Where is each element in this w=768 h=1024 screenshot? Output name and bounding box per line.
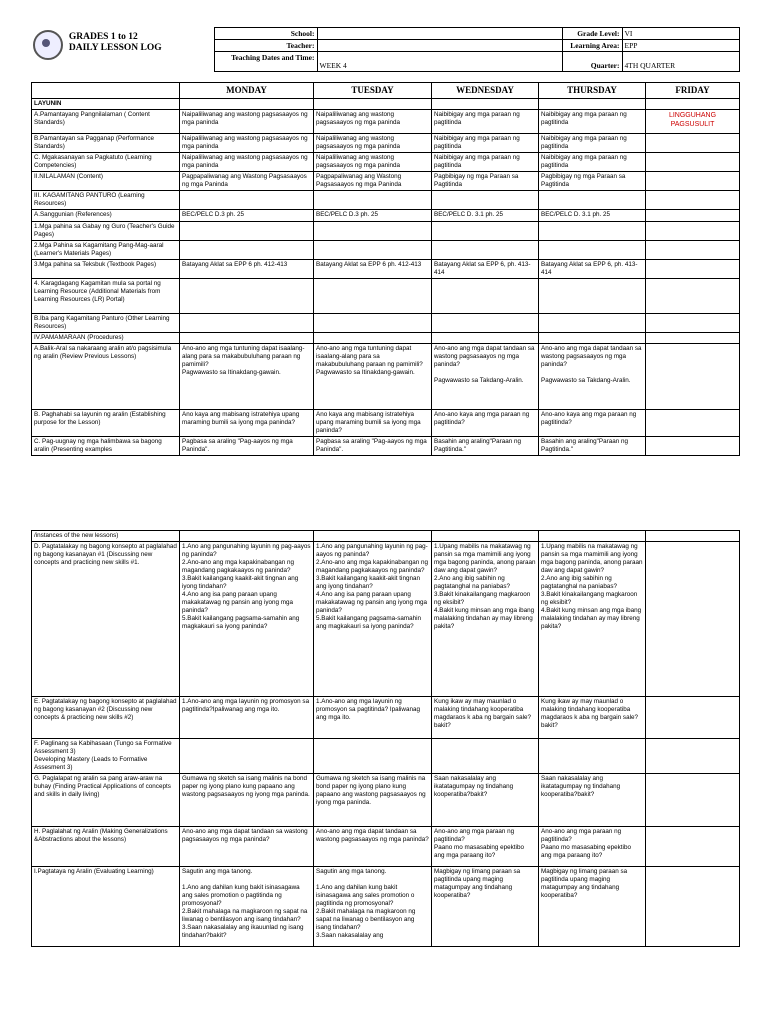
- lesson-row: [32, 774, 740, 827]
- cell-wednesday[interactable]: Kung ikaw ay may maunlad o malaking tindahang kooperatiba magdaraos k aba ng bargain sale?bakit?: [432, 697, 539, 739]
- cell-wednesday[interactable]: Ano-ano ang mga paraan ng pagtitinda? Paano mo masasabing epektibo ang mga paraang ito?: [432, 827, 539, 867]
- cell-friday[interactable]: [646, 531, 740, 542]
- row-label: B.Pamantayan sa Pagganap (Performance Standards): [32, 134, 180, 153]
- row-label: A.Sanggunian (References): [32, 210, 180, 222]
- cell-friday[interactable]: [646, 437, 740, 456]
- cell-thursday[interactable]: [539, 191, 646, 210]
- lesson-row: [32, 99, 740, 110]
- cell-friday[interactable]: [646, 241, 740, 260]
- cell-wednesday[interactable]: Saan nakasalalay ang ikatatagumpay ng tindahang kooperatiba?bakit?: [432, 774, 539, 827]
- row-label: III. KAGAMITANG PANTURO (Learning Resources): [32, 191, 180, 210]
- lesson-grid-1: [31, 82, 740, 456]
- cell-friday[interactable]: [646, 210, 740, 222]
- cell-tuesday[interactable]: Naipaliliwanag ang wastong pagsasaayos ng mga paninda: [314, 110, 432, 134]
- cell-tuesday[interactable]: Sagutin ang mga tanong. 1.Ano ang dahilan kung bakit isinasagawa ang sales promotion o pagtitinda ng promosyonal? 2.Bakit mahalaga na magkaroon ng sapat na liwanag o bentilasyon ang isang tindahan? 3.Saan nakasalalay ang: [314, 867, 432, 947]
- row-label: A.Balik-Aral sa nakaraang aralin at/o pagsisimula ng aralin (Review Previous Lessons): [32, 344, 180, 410]
- cell-tuesday[interactable]: [314, 739, 432, 774]
- lesson-row: [32, 697, 740, 739]
- cell-thursday[interactable]: [539, 222, 646, 241]
- cell-tuesday[interactable]: [314, 241, 432, 260]
- cell-thursday[interactable]: [539, 531, 646, 542]
- row-label: G. Paglalapat ng aralin sa pang araw-araw na buhay (Finding Practical Applications of concepts and skills in daily living): [32, 774, 180, 827]
- cell-thursday[interactable]: Kung ikaw ay may maunlad o malaking tindahang kooperatiba magdaraos k aba ng bargain sale?bakit?: [539, 697, 646, 739]
- cell-monday[interactable]: [180, 222, 314, 241]
- cell-monday[interactable]: Pagbasa sa araling "Pag-aayos ng mga Paninda".: [180, 437, 314, 456]
- cell-friday[interactable]: [646, 191, 740, 210]
- cell-thursday[interactable]: Naibibigay ang mga paraan ng pagtitinda: [539, 153, 646, 172]
- cell-wednesday[interactable]: [432, 241, 539, 260]
- cell-tuesday[interactable]: [314, 279, 432, 314]
- cell-tuesday[interactable]: [314, 191, 432, 210]
- row-label: I.Pagtataya ng Aralin (Evaluating Learning): [32, 867, 180, 947]
- dates-label: Teaching Dates and Time:: [214, 52, 317, 72]
- cell-monday[interactable]: Gumawa ng sketch sa isang malinis na bond paper ng iyong plano kung papaano ang wastong pagsasaayos ng iyong mga paninda.: [180, 774, 314, 827]
- cell-monday[interactable]: Batayang Aklat sa EPP 6 ph. 412-413: [180, 260, 314, 279]
- lesson-row: [32, 241, 740, 260]
- cell-friday[interactable]: [646, 867, 740, 947]
- cell-friday[interactable]: [646, 314, 740, 333]
- area-field[interactable]: EPP: [622, 40, 739, 52]
- cell-tuesday[interactable]: Naipaliliwanag ang wastong pagsasaayos ng mga paninda: [314, 134, 432, 153]
- cell-friday[interactable]: [646, 260, 740, 279]
- grade-field[interactable]: VI: [622, 28, 739, 40]
- cell-monday[interactable]: 1.Ano-ano ang mga layunin ng promosyon sa pagtitinda?Ipaliwanag ang mga ito.: [180, 697, 314, 739]
- cell-monday[interactable]: Ano-ano ang mga dapat tandaan sa wastong pagsasaayos ng mga paninda?: [180, 827, 314, 867]
- cell-monday[interactable]: [180, 191, 314, 210]
- cell-wednesday[interactable]: Naibibigay ang mga paraan ng pagtitinda: [432, 153, 539, 172]
- row-label: B. Paghahabi sa layunin ng aralin (Establishing purpose for the Lesson): [32, 410, 180, 437]
- cell-thursday[interactable]: Ano-ano ang mga paraan ng pagtitinda? Paano mo masasabing epektibo ang mga paraang ito?: [539, 827, 646, 867]
- cell-friday[interactable]: [646, 774, 740, 827]
- cell-friday[interactable]: [646, 697, 740, 739]
- cell-monday[interactable]: BEC/PELC D.3 ph. 25: [180, 210, 314, 222]
- cell-thursday[interactable]: Saan nakasalalay ang ikatatagumpay ng tindahang kooperatiba?bakit?: [539, 774, 646, 827]
- cell-monday[interactable]: Naipaliliwanag ang wastong pagsasaayos ng mga paninda: [180, 153, 314, 172]
- cell-thursday[interactable]: [539, 99, 646, 110]
- lesson-grid-2: [31, 530, 740, 947]
- lesson-row: [32, 314, 740, 333]
- cell-thursday[interactable]: [539, 333, 646, 344]
- cell-tuesday[interactable]: Ano-ano ang mga dapat tandaan sa wastong pagsasaayos ng mga paninda?: [314, 827, 432, 867]
- row-label: C. Mgakasanayan sa Pagkatuto (Learning Competencies): [32, 153, 180, 172]
- cell-wednesday[interactable]: [432, 191, 539, 210]
- area-label: Learning Area:: [562, 40, 622, 52]
- cell-wednesday[interactable]: Basahin ang araling"Paraan ng Pagtitinda.": [432, 437, 539, 456]
- cell-monday[interactable]: Naipaliliwanag ang wastong pagsasaayos ng mga paninda: [180, 134, 314, 153]
- cell-monday[interactable]: [180, 333, 314, 344]
- cell-friday[interactable]: [646, 110, 740, 134]
- cell-thursday[interactable]: 1.Upang mabilis na makatawag ng pansin sa mga mamimili ang iyong mga bagong paninda, anong paraan daw ang dapat gawin? 2.Ano ang ibig sabihin ng pagtatanghal na paniabas? 3.Bakit kinakailangang magkaroon ng eksibit? 4.Bakit kung minsan ang mga ibang malalaking tindahan ay may libreng pakita?: [539, 542, 646, 697]
- cell-wednesday[interactable]: [432, 739, 539, 774]
- cell-friday[interactable]: [646, 153, 740, 172]
- cell-wednesday[interactable]: [432, 333, 539, 344]
- row-label: IV.PAMAMARAAN (Procedures): [32, 333, 180, 344]
- row-label: F. Paglinang sa Kabihasaan (Tungo sa Formative Assessment 3) Developing Mastery (Leads to Formative Assesment 3): [32, 739, 180, 774]
- day-friday: FRIDAY: [646, 83, 740, 99]
- cell-tuesday[interactable]: [314, 222, 432, 241]
- cell-friday[interactable]: [646, 344, 740, 410]
- cell-tuesday[interactable]: [314, 99, 432, 110]
- cell-wednesday[interactable]: Ano-ano ang mga dapat tandaan sa wastong pagsasaayos ng mga paninda? Pagwawasto sa Takdang-Aralin.: [432, 344, 539, 410]
- lesson-row: [32, 110, 740, 134]
- day-thursday: THURSDAY: [539, 83, 646, 99]
- row-label: II.NILALAMAN (Content): [32, 172, 180, 191]
- lesson-log-page-1: [31, 27, 739, 456]
- cell-tuesday[interactable]: Ano-ano ang mga tuntuning dapat isaalang-alang para sa makabubuluhang paraan ng pamimili? Pagwawasto sa Itinakdang-gawain.: [314, 344, 432, 410]
- cell-thursday[interactable]: Basahin ang araling"Paraan ng Pagtitinda.": [539, 437, 646, 456]
- cell-thursday[interactable]: BEC/PELC D. 3.1 ph. 25: [539, 210, 646, 222]
- cell-monday[interactable]: Pagpapaliwanag ang Wastong Pagsasaayos ng mga Paninda: [180, 172, 314, 191]
- cell-monday[interactable]: [180, 531, 314, 542]
- cell-thursday[interactable]: Pagbibigay ng mga Paraan sa Pagtitinda: [539, 172, 646, 191]
- cell-tuesday[interactable]: [314, 314, 432, 333]
- cell-wednesday[interactable]: [432, 222, 539, 241]
- lesson-row: [32, 222, 740, 241]
- cell-friday[interactable]: [646, 222, 740, 241]
- lesson-row: [32, 279, 740, 314]
- cell-monday[interactable]: [180, 739, 314, 774]
- row-label: D. Pagtatalakay ng bagong konsepto at paglalahad ng bagong kasanayan #1 (Discussing new concepts and practicing new skills #1.: [32, 542, 180, 697]
- lesson-row: [32, 333, 740, 344]
- day-monday: MONDAY: [180, 83, 314, 99]
- day-tuesday: TUESDAY: [314, 83, 432, 99]
- cell-tuesday[interactable]: Ano kaya ang mabisang istratehiya upang maraming bumili sa iyong mga paninda?: [314, 410, 432, 437]
- corner-cell: [32, 83, 180, 99]
- cell-wednesday[interactable]: [432, 99, 539, 110]
- cell-tuesday[interactable]: BEC/PELC D.3 ph. 25: [314, 210, 432, 222]
- cell-tuesday[interactable]: Naipaliliwanag ang wastong pagsasaayos ng mga paninda: [314, 153, 432, 172]
- row-label: A.Pamantayang Pangnilalaman ( Content Standards): [32, 110, 180, 134]
- cell-wednesday[interactable]: Ano-ano kaya ang mga paraan ng pagtitinda?: [432, 410, 539, 437]
- school-field[interactable]: [317, 28, 562, 40]
- cell-tuesday[interactable]: Pagbasa sa araling "Pag-aayos ng mga Paninda".: [314, 437, 432, 456]
- cell-tuesday[interactable]: 1.Ano ang pangunahing layunin ng pag-aayos ng paninda? 2.Ano-ano ang mga kapakinabangan ng magandang pagkakaayos ng paninda? 3.Bakit kailangang kaakit-akit tingnan ang iyong tindahan? 4.Ano ang isa pang paraan upang makakatawag ng pansin ang iyong mga paninda? 5.Bakit kailangang pagsama-samahin ang magkakauri sa iyong paninda?: [314, 542, 432, 697]
- cell-wednesday[interactable]: Batayang Aklat sa EPP 6, ph. 413-414: [432, 260, 539, 279]
- row-label: C. Pag-uugnay ng mga halimbawa sa bagong aralin (Presenting examples: [32, 437, 180, 456]
- cell-thursday[interactable]: Batayang Aklat sa EPP 6, ph. 413-414: [539, 260, 646, 279]
- row-label: B.Iba pang Kagamitang Panturo (Other Learning Resources): [32, 314, 180, 333]
- cell-thursday[interactable]: Naibibigay ang mga paraan ng pagtitinda: [539, 134, 646, 153]
- row-label: 3.Mga pahina sa Teksbuk (Textbook Pages): [32, 260, 180, 279]
- row-label: E. Pagtatalakay ng bagong konsepto at paglalahad ng bagong kasanayan #2 (Discussing new concepts & practicing new skills #2): [32, 697, 180, 739]
- day-wednesday: WEDNESDAY: [432, 83, 539, 99]
- cell-monday[interactable]: Naipaliliwanag ang wastong pagsasaayos ng mga paninda: [180, 110, 314, 134]
- cell-tuesday[interactable]: Pagpapaliwanag ang Wastong Pagsasaayos ng mga Paninda: [314, 172, 432, 191]
- cell-wednesday[interactable]: Magbigay ng limang paraan sa pagtitinda upang maging matagumpay ang tindahang kooperatiba?: [432, 867, 539, 947]
- cell-monday[interactable]: [180, 99, 314, 110]
- lesson-row: [32, 437, 740, 456]
- lesson-row: [32, 153, 740, 172]
- lesson-row: [32, 191, 740, 210]
- cell-tuesday[interactable]: [314, 531, 432, 542]
- cell-monday[interactable]: [180, 279, 314, 314]
- brand-line2: DAILY LESSON LOG: [68, 42, 162, 53]
- cell-tuesday[interactable]: 1.Ano-ano ang mga layunin ng promosyon sa pagtitinda? Ipaliwanag ang mga ito.: [314, 697, 432, 739]
- cell-monday[interactable]: Ano-ano ang mga tuntuning dapat isaalang-alang para sa makabubuluhang paraan ng pamimili? Pagwawasto sa Itinakdang-gawain.: [180, 344, 314, 410]
- cell-friday[interactable]: [646, 172, 740, 191]
- cell-thursday[interactable]: Ano-ano kaya ang mga paraan ng pagtitinda?: [539, 410, 646, 437]
- cell-thursday[interactable]: [539, 314, 646, 333]
- lesson-row: [32, 542, 740, 697]
- row-label: /instances of the new lessons): [32, 531, 180, 542]
- deped-seal-icon: [33, 30, 63, 60]
- lesson-row: [32, 410, 740, 437]
- row-label: H. Paglalahat ng Aralin (Making Generalizations &Abstractions about the lessons): [32, 827, 180, 867]
- cell-tuesday[interactable]: Batayang Aklat sa EPP 6 ph. 412-413: [314, 260, 432, 279]
- cell-friday[interactable]: [646, 134, 740, 153]
- school-label: School:: [214, 28, 317, 40]
- lesson-row: [32, 210, 740, 222]
- header-table: [31, 27, 740, 72]
- cell-thursday[interactable]: Magbigay ng limang paraan sa pagtitinda upang maging matagumpay ang tindahang kooperatiba?: [539, 867, 646, 947]
- cell-tuesday[interactable]: Gumawa ng sketch sa isang malinis na bond paper ng iyong plano kung papaano ang wastong pagsasaayos ng iyong mga paninda.: [314, 774, 432, 827]
- cell-wednesday[interactable]: [432, 279, 539, 314]
- cell-friday[interactable]: [646, 99, 740, 110]
- cell-friday[interactable]: [646, 827, 740, 867]
- cell-wednesday[interactable]: Naibibigay ang mga paraan ng pagtitinda: [432, 134, 539, 153]
- cell-thursday[interactable]: [539, 241, 646, 260]
- cell-wednesday[interactable]: BEC/PELC D. 3.1 ph. 25: [432, 210, 539, 222]
- cell-monday[interactable]: 1.Ano ang pangunahing layunin ng pag-aayos ng paninda? 2.Ano-ano ang mga kapakinabangan ng magandang pagkakaayos ng paninda? 3.Bakit kailangang kaakit-akit tingnan ang iyong tindahan? 4.Ano ang isa pang paraan upang makakatawag ng pansin ang iyong mga paninda? 5.Bakit kailangang pagsama-samahin ang magkakauri sa iyong paninda?: [180, 542, 314, 697]
- quarter-label: Quarter:: [562, 52, 622, 72]
- cell-thursday[interactable]: [539, 739, 646, 774]
- cell-friday[interactable]: [646, 542, 740, 697]
- teacher-label: Teacher:: [214, 40, 317, 52]
- cell-wednesday[interactable]: Naibibigay ang mga paraan ng pagtitinda: [432, 110, 539, 134]
- cell-monday[interactable]: [180, 241, 314, 260]
- lesson-row: [32, 172, 740, 191]
- lesson-row: [32, 827, 740, 867]
- cell-monday[interactable]: Ano kaya ang mabisang istratehiya upang maraming bumili sa iyong mga paninda?: [180, 410, 314, 437]
- cell-friday[interactable]: [646, 279, 740, 314]
- lesson-row: [32, 531, 740, 542]
- cell-tuesday[interactable]: [314, 333, 432, 344]
- row-label: LAYUNIN: [32, 99, 180, 110]
- cell-friday[interactable]: [646, 333, 740, 344]
- lesson-log-page-2: [31, 530, 739, 947]
- cell-thursday[interactable]: [539, 279, 646, 314]
- cell-wednesday[interactable]: [432, 531, 539, 542]
- cell-monday[interactable]: [180, 314, 314, 333]
- quarter-field[interactable]: 4TH QUARTER: [622, 52, 739, 72]
- row-label: 1.Mga pahina sa Gabay ng Guro (Teacher's Guide Pages): [32, 222, 180, 241]
- grade-label: Grade Level:: [562, 28, 622, 40]
- row-label: 2.Mga Pahina sa Kagamitang Pang-Mag-aaral (Learner's Materials Pages): [32, 241, 180, 260]
- cell-thursday[interactable]: Ano-ano ang mga dapat tandaan sa wastong pagsasaayos ng mga paninda? Pagwawasto sa Takdang-Aralin.: [539, 344, 646, 410]
- lesson-row: [32, 739, 740, 774]
- lesson-row: [32, 134, 740, 153]
- dates-field[interactable]: WEEK 4: [317, 52, 562, 72]
- cell-wednesday[interactable]: [432, 314, 539, 333]
- lesson-row: [32, 260, 740, 279]
- brand-line1: GRADES 1 to 12: [68, 31, 138, 42]
- cell-wednesday[interactable]: Pagbibigay ng mga Paraan sa Pagtitinda: [432, 172, 539, 191]
- cell-friday[interactable]: [646, 410, 740, 437]
- teacher-field[interactable]: [317, 40, 562, 52]
- row-label: 4. Karagdagang Kagamitan mula sa portal ng Learning Resource (Additional Materials from Learning Resources (LR) Portal): [32, 279, 180, 314]
- lesson-row: [32, 867, 740, 947]
- cell-monday[interactable]: Sagutin ang mga tanong. 1.Ano ang dahilan kung bakit isinasagawa ang sales promotion o pagtitinda ng promosyonal? 2.Bakit mahalaga na magkaroon ng sapat na liwanag o bentilasyon ang isang tindahan? 3.Saan nakasalalay ang ikauunlad ng isang tindahan?bakit?: [180, 867, 314, 947]
- cell-wednesday[interactable]: 1.Upang mabilis na makatawag ng pansin sa mga mamimili ang iyong mga bagong paninda, anong paraan daw ang dapat gawin? 2.Ano ang ibig sabihin ng pagtatanghal na paniabas? 3.Bakit kinakailangang magkaroon ng eksibit? 4.Bakit kung minsan ang mga ibang malalaking tindahan ay may libreng pakita?: [432, 542, 539, 697]
- cell-friday[interactable]: [646, 739, 740, 774]
- friday-assessment-note: LINGGUHANG PAGSUSULIT: [668, 112, 717, 128]
- lesson-row: [32, 344, 740, 410]
- cell-thursday[interactable]: Naibibigay ang mga paraan ng pagtitinda: [539, 110, 646, 134]
- brand-cell: [31, 28, 214, 72]
